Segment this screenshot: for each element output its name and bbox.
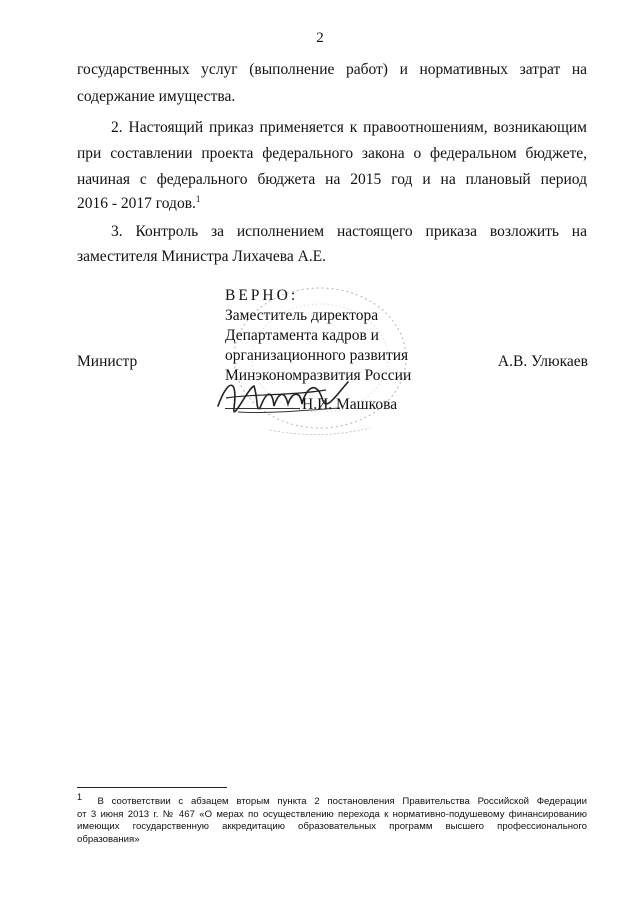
signature-underline	[225, 408, 300, 409]
footnote	[77, 791, 587, 846]
footnote-line-2: от 3 июня 2013 г. № 467 «О мерах по осуществлению перехода к нормативно-подушевому финансированию	[77, 808, 587, 820]
page-number: 2	[316, 30, 324, 46]
paragraph-3-line-1: 3. Контроль за исполнением настоящего приказа возложить на	[111, 223, 587, 240]
verno-label: ВЕРНО:	[225, 287, 299, 304]
paragraph-2-line-4	[77, 194, 587, 214]
paragraph-2-line-4-text: 2016 - 2017 годов.	[77, 195, 196, 212]
minister-title: Министр	[77, 353, 138, 370]
certification-line-4: Минэкономразвития России	[225, 367, 412, 384]
certifier-name: Н.И. Машкова	[302, 396, 398, 413]
footnote-line-1-text: В соответствии с абзацем вторым пункта 2 постановления Правительства Российской Федерации	[97, 796, 587, 807]
footnote-line-4: образования»	[77, 833, 140, 845]
footnote-mark: 1	[77, 791, 83, 802]
certification-line-3: организационного развития	[225, 347, 409, 364]
paragraph-1-line-2: содержание имущества.	[77, 88, 236, 105]
certification-line-1: Заместитель директора	[225, 307, 379, 324]
paragraph-2-line-2: при составлении проекта федерального закона о федеральном бюджете,	[77, 145, 587, 162]
paragraph-3-line-2: заместителя Министра Лихачева А.Е.	[77, 248, 326, 265]
footnote-line-1	[77, 791, 587, 809]
minister-name: А.В. Улюкаев	[497, 353, 588, 370]
footnote-reference: 1	[195, 193, 201, 204]
footnote-line-3: имеющих государственную аккредитацию образовательных программ высшего профессионального	[77, 821, 587, 832]
paragraph-2-line-3: начиная с федерального бюджета на 2015 год и на плановый период	[77, 171, 587, 188]
paragraph-1-line-1: государственных услуг (выполнение работ) и нормативных затрат на	[77, 61, 587, 78]
footnote-separator	[77, 787, 227, 788]
certification-line-2: Департамента кадров и	[225, 327, 379, 344]
paragraph-2-line-1: 2. Настоящий приказ применяется к правоотношениям, возникающим	[111, 119, 587, 136]
